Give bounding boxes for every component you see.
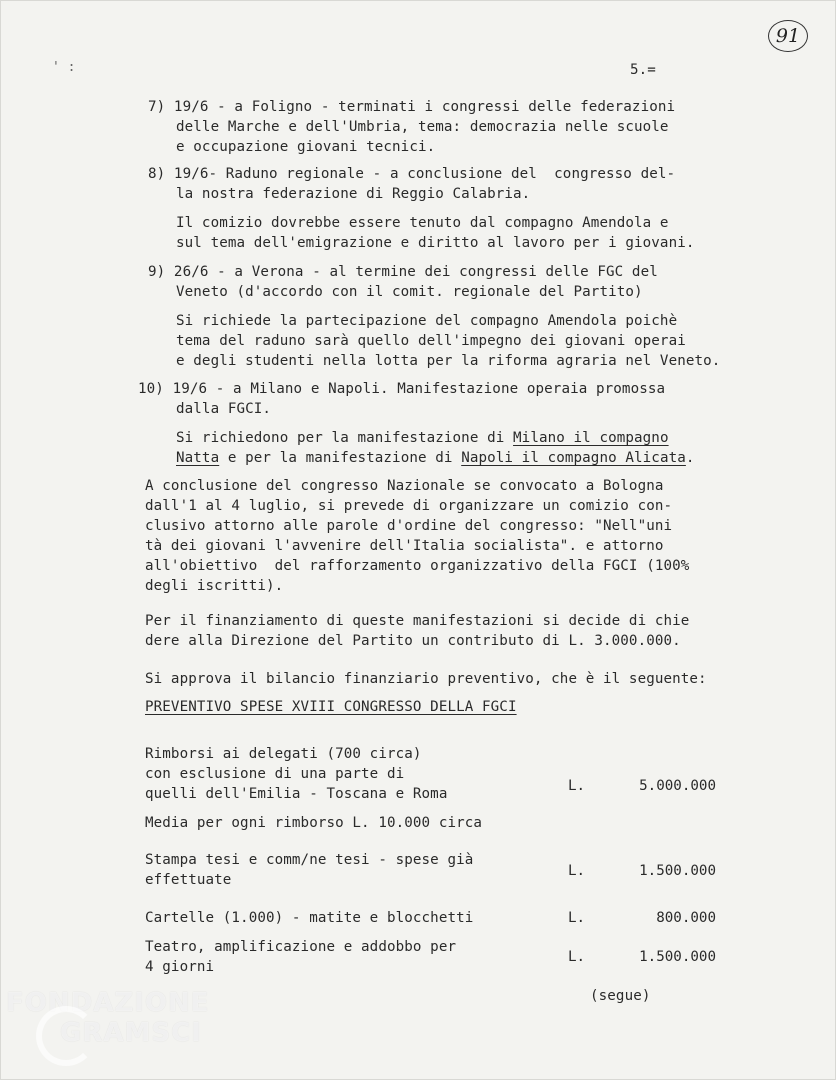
budget-item-4-currency: L. [568, 910, 586, 926]
paragraph-line-1: A conclusione del congresso Nazionale se convocato a Bologna [145, 478, 664, 494]
item-10-line-1: 10) 19/6 - a Milano e Napoli. Manifestazione operaia promossa [138, 381, 666, 397]
paragraph-line-2: dall'1 al 4 luglio, si prevede di organizzare un comizio con- [145, 498, 673, 514]
financing-line-1: Per il finanziamento di queste manifestazioni si decide di chie [145, 613, 690, 629]
budget-item-2-line-1: Media per ogni rimborso L. 10.000 circa [145, 815, 483, 831]
budget-item-1-line-3: quelli dell'Emilia - Toscana e Roma [145, 786, 448, 802]
budget-item-1-currency: L. [568, 778, 586, 794]
budget-item-3-amount: 1.500.000 [639, 863, 716, 879]
item-10-text-2: e per la manifestazione di [219, 450, 462, 466]
item-9-line-3: Si richiede la partecipazione del compagno Amendola poichè [176, 313, 678, 329]
fondazione-gramsci-watermark [6, 988, 209, 1048]
page-number: 5.= [630, 62, 656, 78]
item-7-line-3: e occupazione giovani tecnici. [176, 139, 436, 155]
item-9-line-2: Veneto (d'accordo con il comit. regionale del Partito) [176, 284, 643, 300]
margin-marks: ' : [52, 60, 76, 75]
budget-item-5-currency: L. [568, 949, 586, 965]
watermark-line-1: FONDAZIONE [6, 988, 210, 1018]
item-8-line-3: Il comizio dovrebbe essere tenuto dal compagno Amendola e [176, 215, 669, 231]
approval-line: Si approva il bilancio finanziario preventivo, che è il seguente: [145, 671, 707, 687]
item-9-line-1: 9) 26/6 - a Verona - al termine dei congressi delle FGC del [148, 264, 658, 280]
budget-item-3-line-1: Stampa tesi e comm/ne tesi - spese già [145, 852, 474, 868]
budget-item-1-line-1: Rimborsi ai delegati (700 circa) [145, 746, 422, 762]
item-7-line-2: delle Marche e dell'Umbria, tema: democrazia nelle scuole [176, 119, 669, 135]
budget-item-5-line-1: Teatro, amplificazione e addobbo per [145, 939, 457, 955]
paragraph-line-3: clusivo attorno alle parole d'ordine del congresso: "Nell"uni [145, 518, 673, 534]
napoli-speaker: Napoli il compagno Alicata [461, 450, 686, 466]
item-9-line-5: e degli studenti nella lotta per la riforma agraria nel Veneto. [176, 353, 721, 369]
paragraph-line-5: all'obiettivo del rafforzamento organizzativo della FGCI (100% [145, 558, 690, 574]
budget-item-4-line-1: Cartelle (1.000) - matite e blocchetti [145, 910, 474, 926]
item-10-period: . [685, 450, 695, 466]
budget-item-5-line-2: 4 giorni [145, 959, 215, 975]
item-8-line-1: 8) 19/6- Raduno regionale - a conclusione del congresso del- [148, 166, 676, 182]
budget-item-1-line-2: con esclusione di una parte di [145, 766, 405, 782]
item-10-line-4 [176, 448, 695, 469]
milano-speaker: Milano il compagno [513, 430, 669, 446]
item-10-text: Si richiedono per la manifestazione di [176, 430, 514, 446]
paragraph-line-6: degli iscritti). [145, 578, 284, 594]
budget-item-1-amount: 5.000.000 [639, 778, 716, 794]
item-9-line-4: tema del raduno sarà quello dell'impegno dei giovani operai [176, 333, 686, 349]
continued-note: (segue) [590, 988, 651, 1004]
financing-line-2: dere alla Direzione del Partito un contributo di L. 3.000.000. [145, 633, 681, 649]
natta-name: Natta [176, 450, 220, 466]
g-logo-icon [36, 1006, 96, 1066]
item-7-line-1: 7) 19/6 - a Foligno - terminati i congressi delle federazioni [148, 99, 676, 115]
archive-page-stamp: 91 [768, 20, 808, 52]
item-8-line-2: la nostra federazione di Reggio Calabria. [176, 186, 531, 202]
item-10-line-3 [176, 428, 669, 449]
watermark-line-2: GRAMSCI [60, 1018, 202, 1048]
item-8-line-4: sul tema dell'emigrazione e diritto al lavoro per i giovani. [176, 235, 695, 251]
budget-item-3-currency: L. [568, 863, 586, 879]
budget-item-4-amount: 800.000 [656, 910, 716, 926]
item-10-line-2: dalla FGCI. [176, 401, 272, 417]
budget-item-3-line-2: effettuate [145, 872, 232, 888]
paragraph-line-4: tà dei giovani l'avvenire dell'Italia socialista". e attorno [145, 538, 664, 554]
budget-heading: PREVENTIVO SPESE XVIII CONGRESSO DELLA FGCI [145, 699, 517, 715]
budget-item-5-amount: 1.500.000 [639, 949, 716, 965]
